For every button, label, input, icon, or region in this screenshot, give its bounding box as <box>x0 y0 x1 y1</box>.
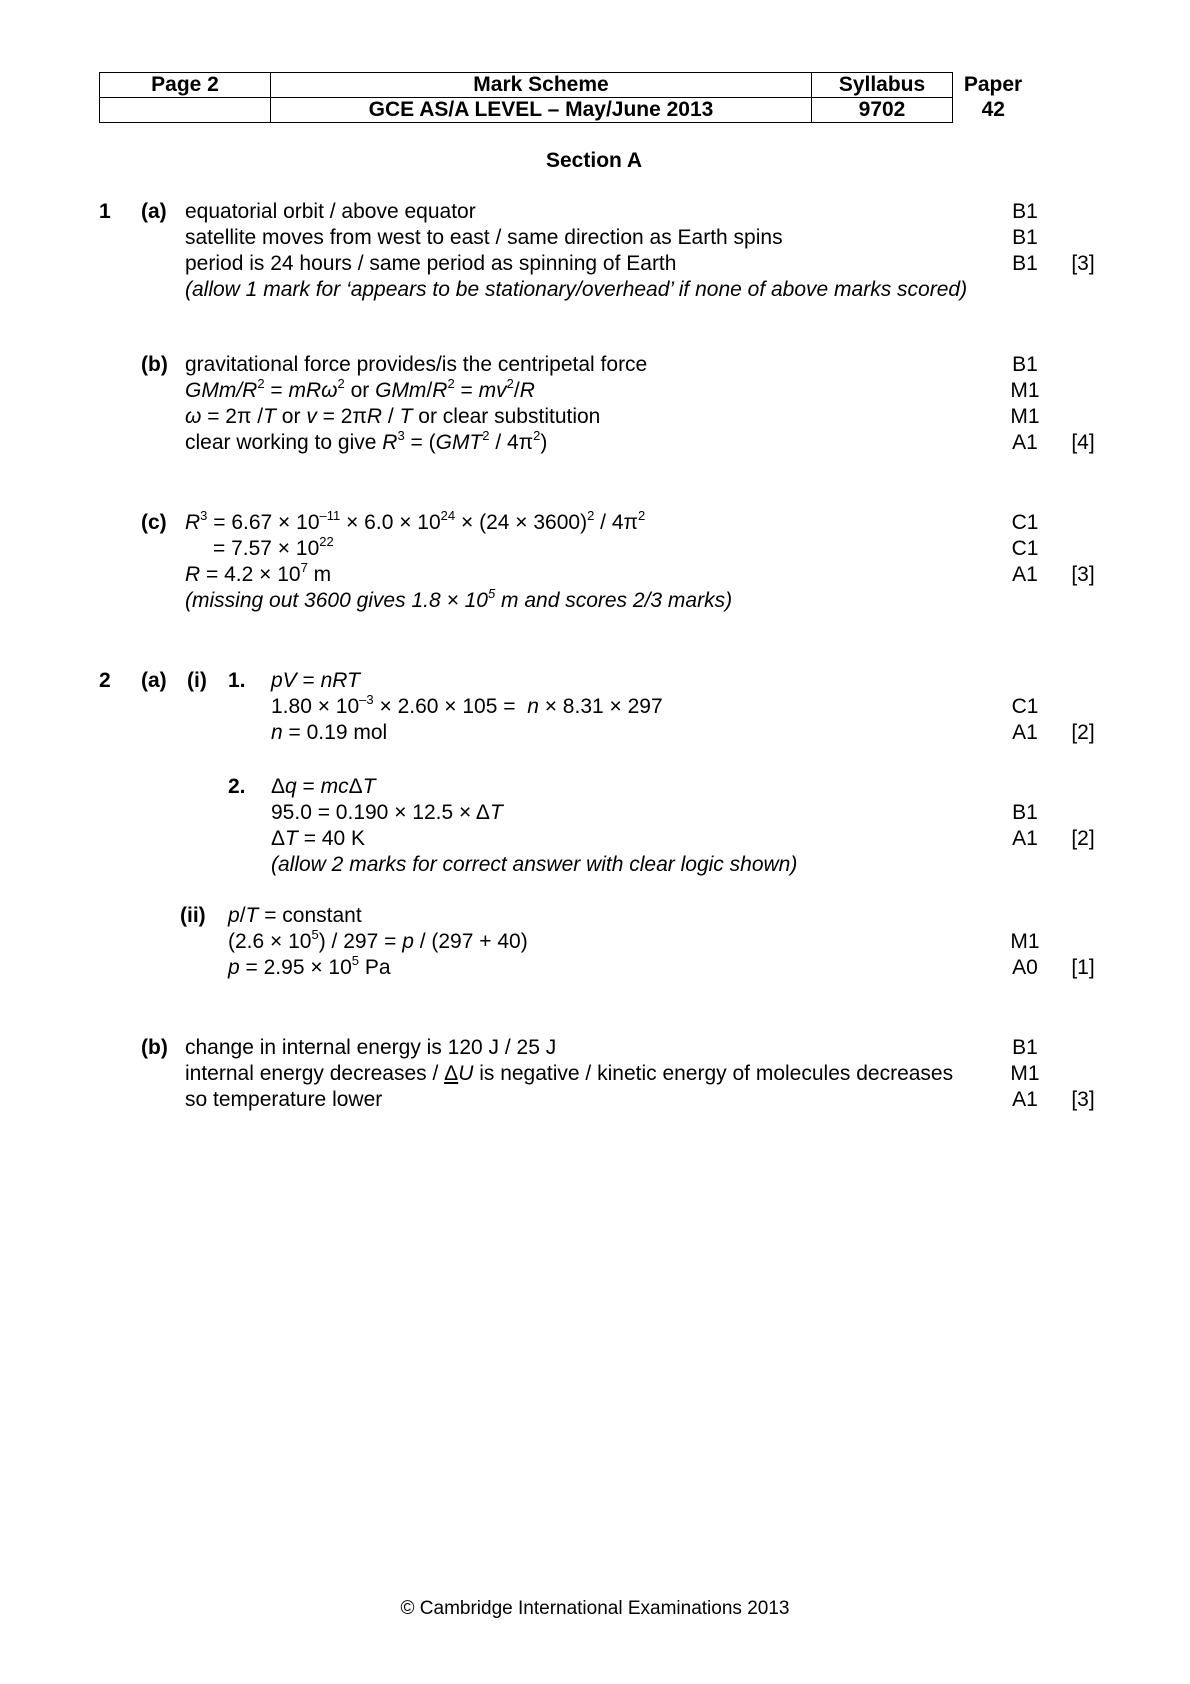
mark: A1 <box>1012 721 1038 744</box>
total-marks: [1] <box>1071 956 1095 979</box>
mark: B1 <box>1012 226 1038 249</box>
q2ai-label: (i) <box>187 669 207 692</box>
total-marks: [3] <box>1071 563 1095 586</box>
mark: A1 <box>1012 1088 1038 1111</box>
q1a-label: (a) <box>141 200 167 223</box>
header-table <box>99 72 1034 123</box>
mark: A1 <box>1012 431 1038 454</box>
q1b-equation: clear working to give $R^3 = (GMT^2 / 4\pi^2)$ <box>185 428 548 454</box>
total-marks: [2] <box>1071 721 1095 744</box>
header-page-blank <box>100 98 271 123</box>
q2b-label: (b) <box>141 1036 168 1059</box>
q1a-line: equatorial orbit / above equator <box>185 200 476 223</box>
header-syllabus: Syllabus <box>812 73 953 98</box>
mark: B1 <box>1012 353 1038 376</box>
q2ai1-equation: $1.80 \times 10^{-3} \times 2.60 \times 105 = n \times 8.31 \times 297$ <box>271 692 663 718</box>
header-mark-scheme: Mark Scheme <box>271 73 812 98</box>
q2b-line: internal energy decreases / ΔU is negative / kinetic energy of molecules decreases <box>185 1062 954 1085</box>
q2ai2-label: 2. <box>228 775 246 798</box>
mark: B1 <box>1012 1036 1038 1059</box>
q1b-line: gravitational force provides/is the centripetal force <box>185 353 648 376</box>
mark: A1 <box>1012 827 1038 850</box>
header-page: Page 2 <box>100 73 271 98</box>
q1b-equation: GMm/$R^2 = mR\omega^2$ or GMm/$R^2 = mv^2/R$ <box>185 376 535 402</box>
mark: B1 <box>1012 801 1038 824</box>
footer-copyright: © Cambridge International Examinations 2013 <box>400 1598 790 1619</box>
q1a-note: (allow 1 mark for ‘appears to be stationary/overhead’ if none of above marks scored) <box>185 278 968 301</box>
q1c-equation: = $7.57 \times 10^{22}$ <box>213 534 334 560</box>
mark: M1 <box>1010 379 1040 402</box>
q2ai2-note: (allow 2 marks for correct answer with clear logic shown) <box>271 853 798 876</box>
total-marks: [3] <box>1071 1088 1095 1111</box>
mark: M1 <box>1010 405 1040 428</box>
q1-number: 1 <box>99 200 111 223</box>
q2ai2-equation: 95.0 = 0.190 × 12.5 × ΔT <box>271 801 503 824</box>
q2ai1-label: 1. <box>228 669 246 692</box>
q2aii-label: (ii) <box>180 904 206 927</box>
q2ai1-equation: pV = nRT <box>271 669 360 692</box>
q1c-equation: $R = 4.2 \times 10^7$ m <box>185 560 332 586</box>
q2b-line: change in internal energy is 120 J / 25 J <box>185 1036 557 1059</box>
q1b-equation: ω = 2π /T or v = 2πR / T or clear substitution <box>185 405 601 428</box>
q2b-line: so temperature lower <box>185 1088 383 1111</box>
total-marks: [2] <box>1071 827 1095 850</box>
q1c-label: (c) <box>141 511 167 534</box>
q1c-equation: $R^3 = 6.67 \times 10^{-11} \times 6.0 \times 10^{24} \times (24 \times 3600)^2 / 4\pi^2$ <box>185 508 646 534</box>
total-marks: [4] <box>1071 431 1095 454</box>
q1a-line: period is 24 hours / same period as spinning of Earth <box>185 252 677 275</box>
mark: C1 <box>1011 695 1039 718</box>
q1c-note: (missing out 3600 gives $1.8 \times 10^5$ m and scores 2/3 marks) <box>185 586 733 612</box>
section-title: Section A <box>546 149 643 172</box>
q2-number: 2 <box>99 669 111 692</box>
q2a-label: (a) <box>141 669 167 692</box>
header-syllabus-code: 9702 <box>812 98 953 123</box>
q1b-label: (b) <box>141 353 168 376</box>
q2ai2-equation: ΔT = 40 K <box>271 827 365 850</box>
q2aii-equation: $(2.6 \times 10^5) / 297 = p / (297 + 40)$ <box>228 927 528 953</box>
mark: A0 <box>1012 956 1038 979</box>
header-paper-number: 42 <box>981 98 1005 121</box>
mark: B1 <box>1012 200 1038 223</box>
mark: C1 <box>1011 511 1039 534</box>
mark: C1 <box>1011 537 1039 560</box>
q1a-line: satellite moves from west to east / same direction as Earth spins <box>185 226 783 249</box>
q2aii-equation: $p = 2.95 \times 10^5$ Pa <box>228 953 391 979</box>
total-marks: [3] <box>1071 252 1095 275</box>
q2ai1-equation: n = 0.19 mol <box>271 721 388 744</box>
mark: B1 <box>1012 252 1038 275</box>
q2ai2-equation: Δq = mcΔT <box>271 775 376 798</box>
header-paper: Paper <box>963 73 1023 96</box>
mark: A1 <box>1012 563 1038 586</box>
header-exam: GCE AS/A LEVEL – May/June 2013 <box>271 98 812 123</box>
mark: M1 <box>1010 930 1040 953</box>
mark: M1 <box>1010 1062 1040 1085</box>
q2aii-equation: p/T = constant <box>228 904 362 927</box>
